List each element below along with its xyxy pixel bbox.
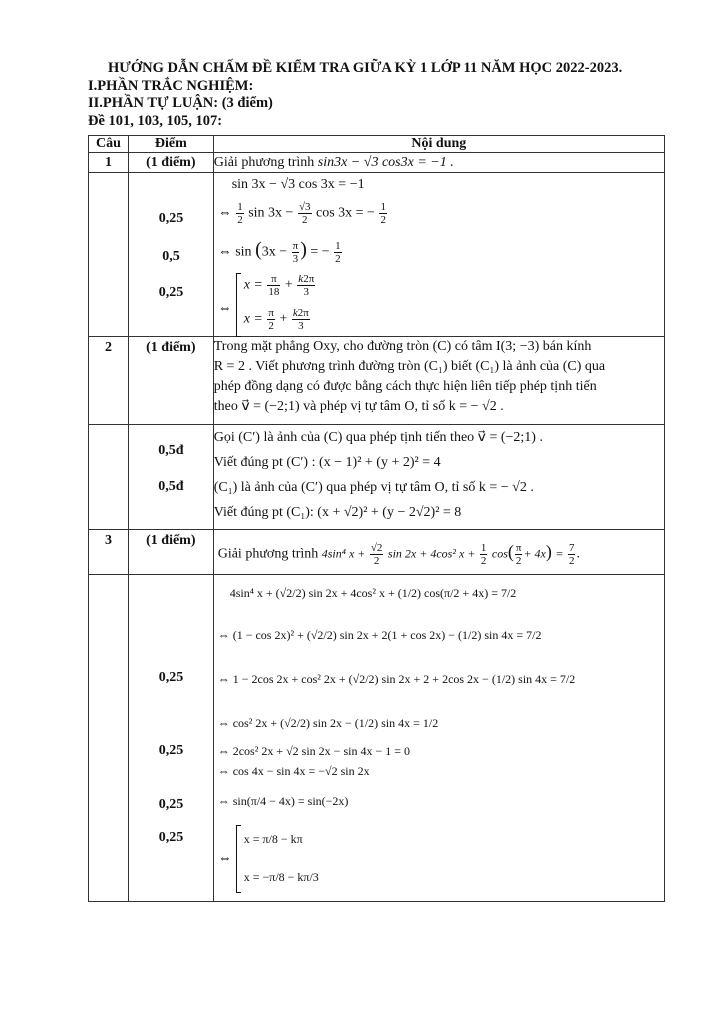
table-row xyxy=(89,575,665,902)
step-line: ⇔ cos² 2x + (√2/2) sin 2x − (1/2) sin 4x = 1/2 xyxy=(217,716,439,730)
step-line: 4sin⁴ x + (√2/2) sin 2x + 4cos² x + (1/2) cos(π/2 + 4x) = 7/2 xyxy=(229,586,517,600)
step-line: (C₁) là ảnh của (C′) qua phép vị tự tâm O, tỉ số k = − √2 . xyxy=(213,480,534,495)
score-value: 0,25 xyxy=(158,830,184,845)
table-header-row xyxy=(89,136,665,153)
equivalence-symbol: ⇔ xyxy=(217,851,232,866)
score-column xyxy=(128,173,213,337)
step-line: ⇔ 1 − 2cos 2x + cos² 2x + (√2/2) sin 2x + 2 + 2cos 2x − (1/2) sin 4x = 7/2 xyxy=(217,672,576,686)
col-header-diem: Điểm xyxy=(128,136,213,153)
table-row xyxy=(89,530,665,575)
question-points: (1 điểm) xyxy=(128,530,213,575)
step-line: Viết đúng pt (C₁): (x + √2)² + (y − 2√2)² = 8 xyxy=(213,505,462,520)
solution-bracket xyxy=(236,825,241,893)
step-line: ⇔ cos 4x − sin 4x = −√2 sin 2x xyxy=(217,764,370,778)
question-number: 3 xyxy=(89,530,129,575)
solution-steps xyxy=(213,173,664,337)
col-header-noidung: Nội dung xyxy=(213,136,664,153)
solution-steps xyxy=(213,425,664,530)
equivalence-symbol: ⇔ xyxy=(217,301,232,316)
score-value: 0,25 xyxy=(158,285,184,300)
equation: sin3x − √3 cos3x = −1 . xyxy=(317,155,454,170)
table-row xyxy=(89,337,665,425)
grading-table xyxy=(88,135,665,902)
document-header xyxy=(88,60,678,130)
step-line: ⇔ 2cos² 2x + √2 sin 2x − sin 4x − 1 = 0 xyxy=(217,744,410,758)
step-line: ⇔ $\frac{1}{2}$ sin 3x − $\frac{√3}{2}$ cos 3x = − $\frac{1}{2}$ xyxy=(217,201,386,226)
solution-line: x = −π/8 − kπ/3 xyxy=(243,870,319,884)
step-line: sin 3x − √3 cos 3x = −1 xyxy=(231,177,365,192)
score-value: 0,25 xyxy=(158,211,184,226)
score-value: 0,5đ xyxy=(158,479,184,494)
document-title: HƯỚNG DẪN CHẤM ĐỀ KIỂM TRA GIỮA KỲ 1 LỚP 11 NĂM HỌC 2022-2023. xyxy=(108,60,623,76)
question-number: 2 xyxy=(89,337,129,425)
score-value: 0,25 xyxy=(158,797,184,812)
step-line: ⇔ sin(π/4 − 4x) = sin(−2x) xyxy=(217,794,349,808)
solution-steps xyxy=(213,575,664,902)
col-header-cau: Câu xyxy=(89,136,129,153)
score-column xyxy=(128,425,213,530)
question-prompt: Trong mặt phẳng Oxy, cho đường tròn (C) có tâm I(3; −3) bán kính R = 2 . Viết phương trình đường tròn (C₁) biết (C₁) là ảnh của (C) qua phép đồng dạng có được bằng cách thực hiện liên tiếp phép tịnh tiến theo v⃗ = (−2;1) và phép vị tự tâm O, tỉ số k = − √2 . xyxy=(213,337,664,425)
table-row xyxy=(89,173,665,337)
score-column xyxy=(128,575,213,902)
table-row xyxy=(89,153,665,173)
step-line: Gọi (C′) là ảnh của (C) qua phép tịnh tiến theo v⃗ = (−2;1) . xyxy=(213,430,543,445)
score-value: 0,25 xyxy=(158,670,184,685)
solution-bracket xyxy=(236,273,241,337)
score-value: 0,5đ xyxy=(158,443,184,458)
question-points: (1 điểm) xyxy=(128,153,213,173)
step-line: Viết đúng pt (C′) : (x − 1)² + (y + 2)² = 4 xyxy=(213,455,441,470)
step-line: ⇔ (1 − cos 2x)² + (√2/2) sin 2x + 2(1 + cos 2x) − (1/2) sin 4x = 7/2 xyxy=(217,628,542,642)
question-prompt: Giải phương trình 4sin⁴ x + $\frac{√2}{2}$ sin 2x + 4cos² x + $\frac{1}{2}$ cos( $\frac{\pi}{2}$ + 4x) = $\frac{7}{2}$ . xyxy=(213,530,664,575)
solution-line: x = π/8 − kπ xyxy=(243,832,303,846)
question-points: (1 điểm) xyxy=(128,337,213,425)
question-prompt: Giải phương trình sin3x − √3 cos3x = −1 . xyxy=(213,153,664,173)
solution-line: x = $\frac{\pi}{2}$ + $\frac{k2\pi}{3}$ xyxy=(243,307,309,332)
exam-codes: Đề 101, 103, 105, 107: xyxy=(88,112,223,129)
section-multiple-choice: I.PHẦN TRẮC NGHIỆM: xyxy=(88,77,254,94)
section-essay: II.PHẦN TỰ LUẬN: (3 điểm) xyxy=(88,95,273,111)
solution-line: x = $\frac{\pi}{18}$ + $\frac{k2\pi}{3}$ xyxy=(243,273,315,298)
score-value: 0,25 xyxy=(158,743,184,758)
step-line: ⇔ sin (3x − $\frac{\pi}{3}$ ) = − $\frac{1}{2}$ xyxy=(217,238,341,265)
question-number: 1 xyxy=(89,153,129,173)
table-row xyxy=(89,425,665,530)
score-value: 0,5 xyxy=(162,249,180,264)
